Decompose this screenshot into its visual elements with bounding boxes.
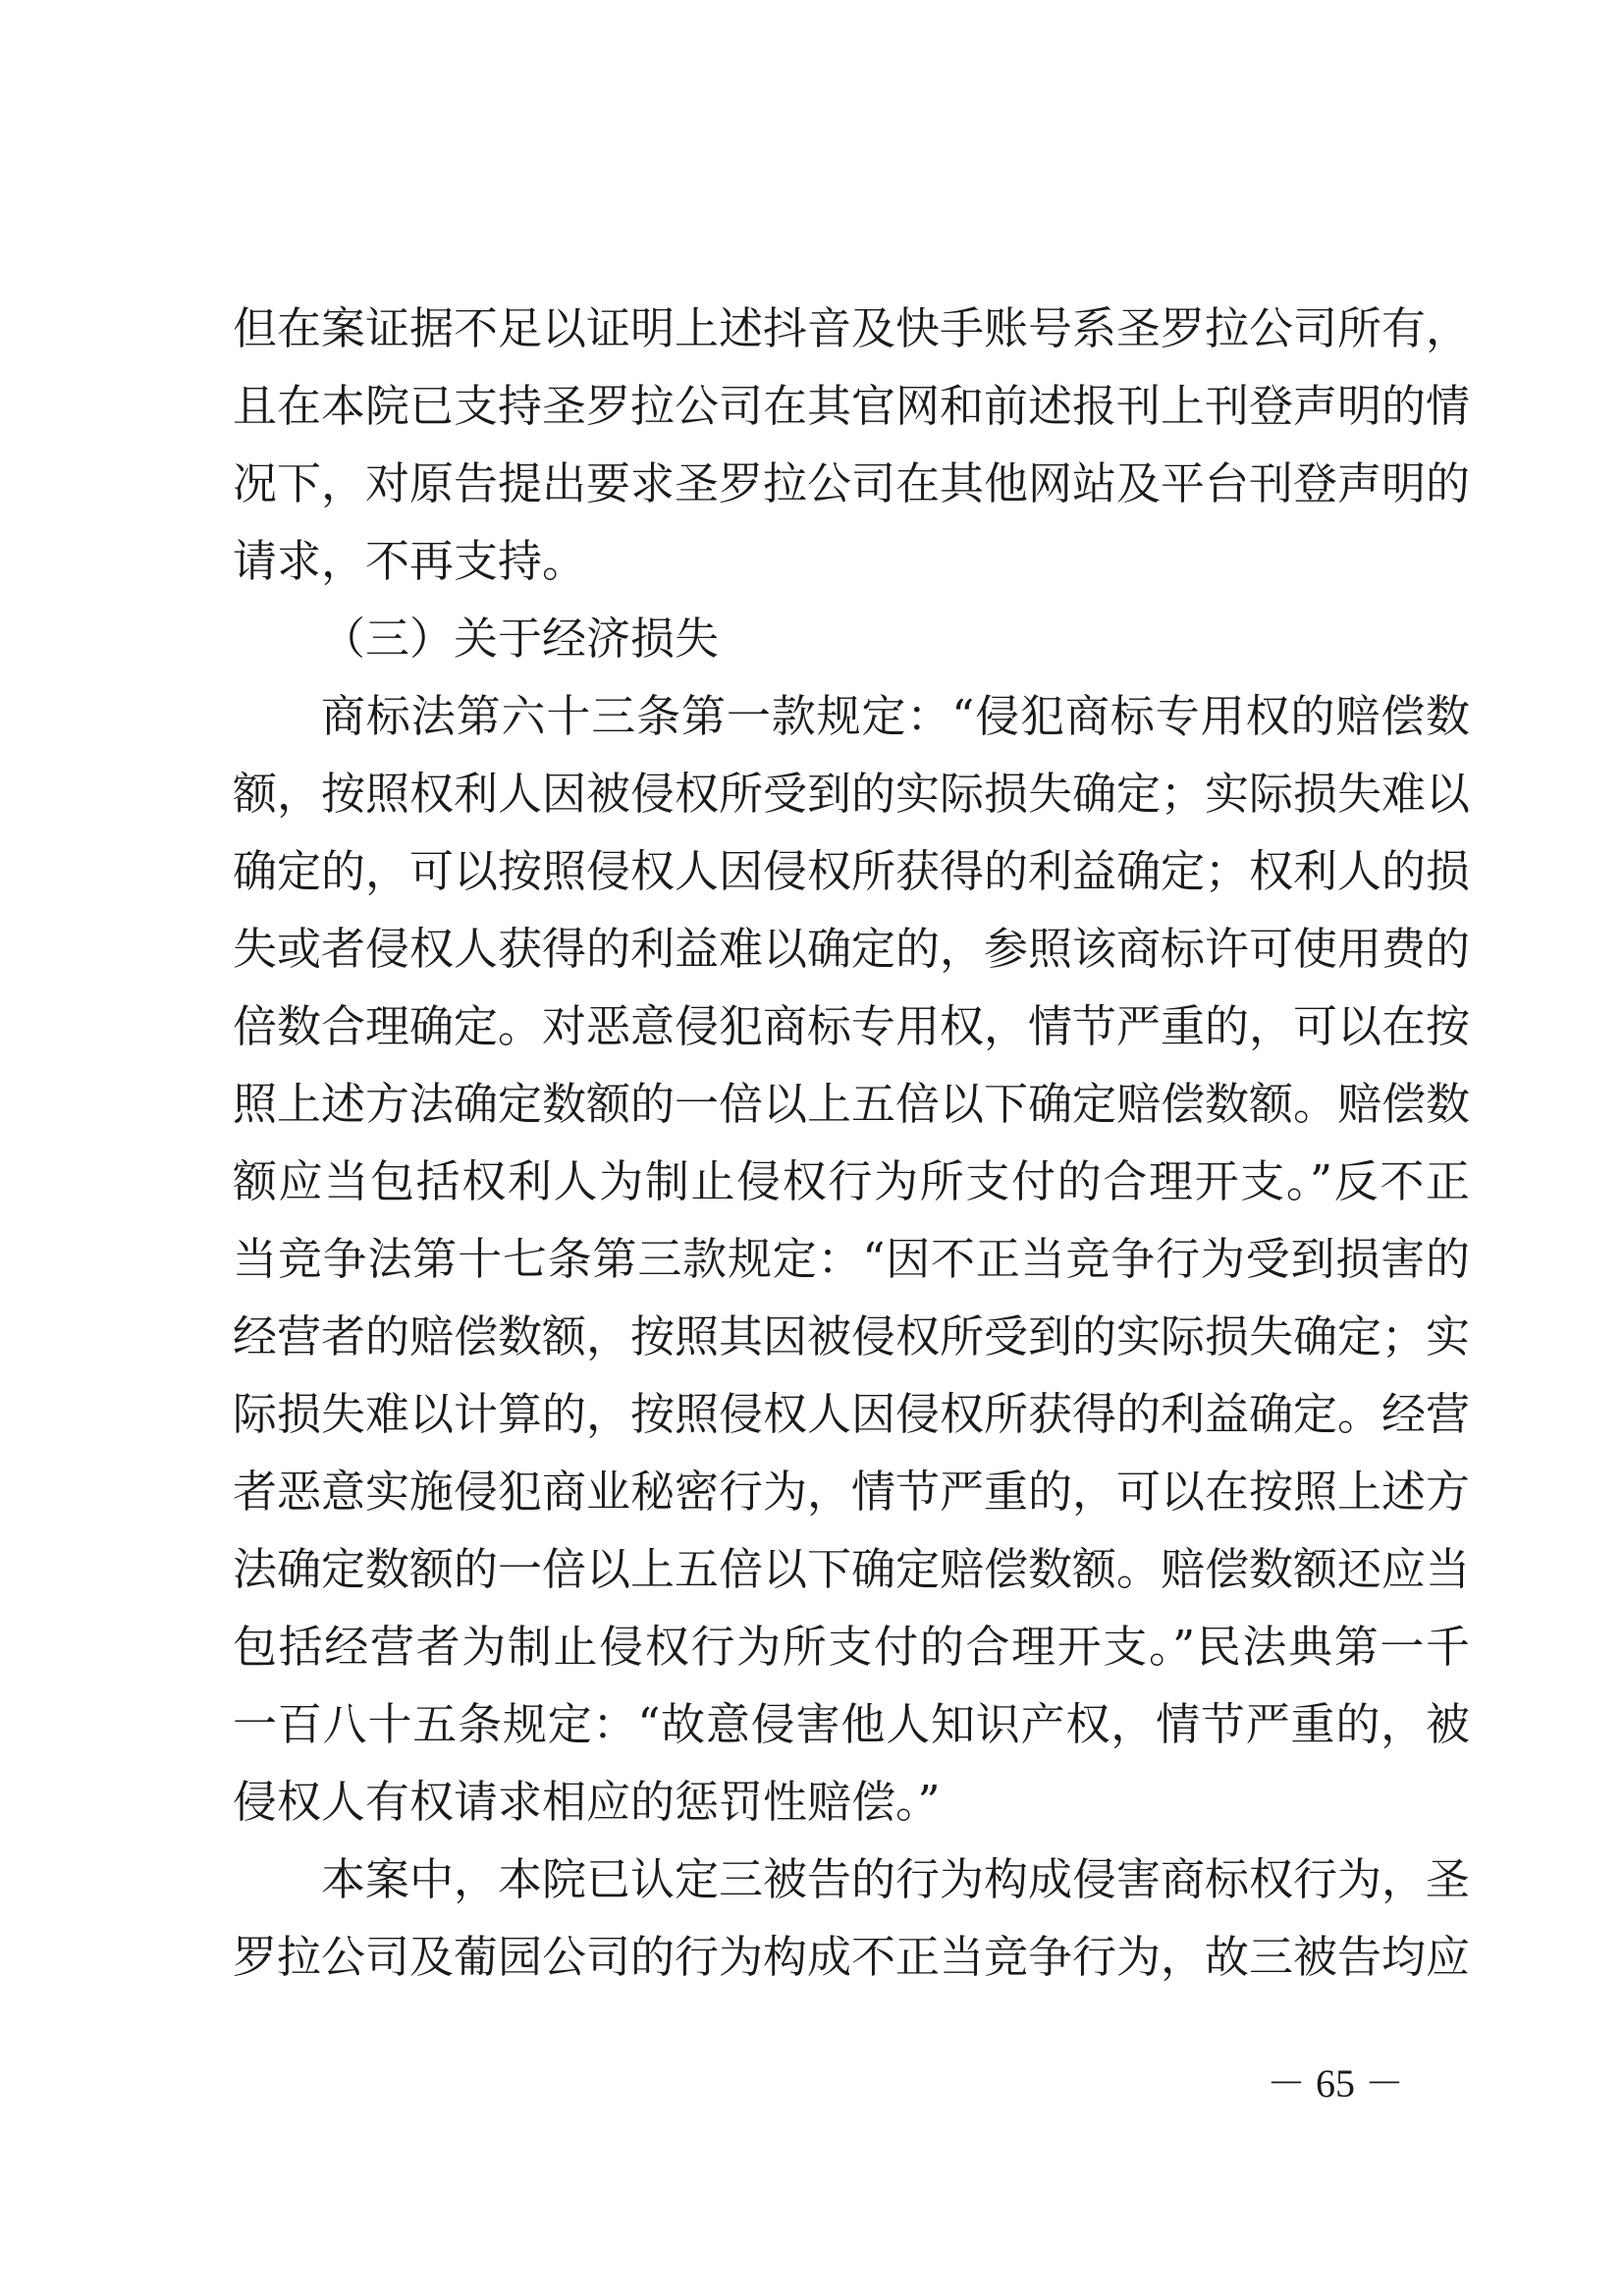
text-line: 侵权人有权请求相应的惩罚性赔偿。” [233, 1776, 941, 1828]
paragraph [233, 1841, 1470, 1996]
text-line: 法确定数额的一倍以上五倍以下确定赔偿数额。赔偿数额还应当 [233, 1543, 1471, 1595]
paragraph [233, 677, 1470, 1841]
text-line: 请求，不再支持。 [233, 535, 587, 587]
text-line: 倍数合理确定。对恶意侵犯商标专用权，情节严重的，可以在按 [233, 1000, 1471, 1052]
text-line: 商标法第六十三条第一款规定：“侵犯商标专用权的赔偿数 [321, 690, 1470, 742]
text-line: 但在案证据不足以证明上述抖音及快手账号系圣罗拉公司所有， [233, 302, 1471, 354]
text-line: 经营者的赔偿数额，按照其因被侵权所受到的实际损失确定；实 [233, 1310, 1471, 1362]
text-line: 当竞争法第十七条第三款规定：“因不正当竞争行为受到损害的 [233, 1233, 1470, 1285]
paragraph [233, 290, 1470, 600]
text-line: 失或者侵权人获得的利益难以确定的，参照该商标许可使用费的 [233, 923, 1471, 975]
text-line: （三）关于经济损失 [321, 613, 720, 665]
text-line: 本案中，本院已认定三被告的行为构成侵害商标权行为，圣 [321, 1853, 1471, 1905]
text-line: 包括经营者为制止侵权行为所支付的合理开支。”民法典第一千 [233, 1621, 1470, 1673]
text-line: 者恶意实施侵犯商业秘密行为，情节严重的，可以在按照上述方 [233, 1466, 1471, 1518]
section-heading [233, 600, 1470, 677]
page-number: － 65 － [1267, 2061, 1404, 2106]
text-line: 额，按照权利人因被侵权所受到的实际损失确定；实际损失难以 [233, 768, 1471, 820]
text-line: 确定的，可以按照侵权人因侵权所获得的利益确定；权利人的损 [233, 845, 1471, 897]
text-line: 额应当包括权利人为制止侵权行为所支付的合理开支。”反不正 [233, 1155, 1470, 1207]
text-line: 际损失难以计算的，按照侵权人因侵权所获得的利益确定。经营 [233, 1388, 1471, 1440]
text-line: 且在本院已支持圣罗拉公司在其官网和前述报刊上刊登声明的情 [233, 380, 1471, 432]
text-line: 罗拉公司及葡园公司的行为构成不正当竞争行为，故三被告均应 [233, 1931, 1471, 1983]
text-line: 一百八十五条规定：“故意侵害他人知识产权，情节严重的，被 [233, 1698, 1470, 1750]
text-line: 照上述方法确定数额的一倍以上五倍以下确定赔偿数额。赔偿数 [233, 1078, 1471, 1130]
body-text [233, 290, 1470, 1996]
text-line: 况下，对原告提出要求圣罗拉公司在其他网站及平台刊登声明的 [233, 457, 1471, 509]
